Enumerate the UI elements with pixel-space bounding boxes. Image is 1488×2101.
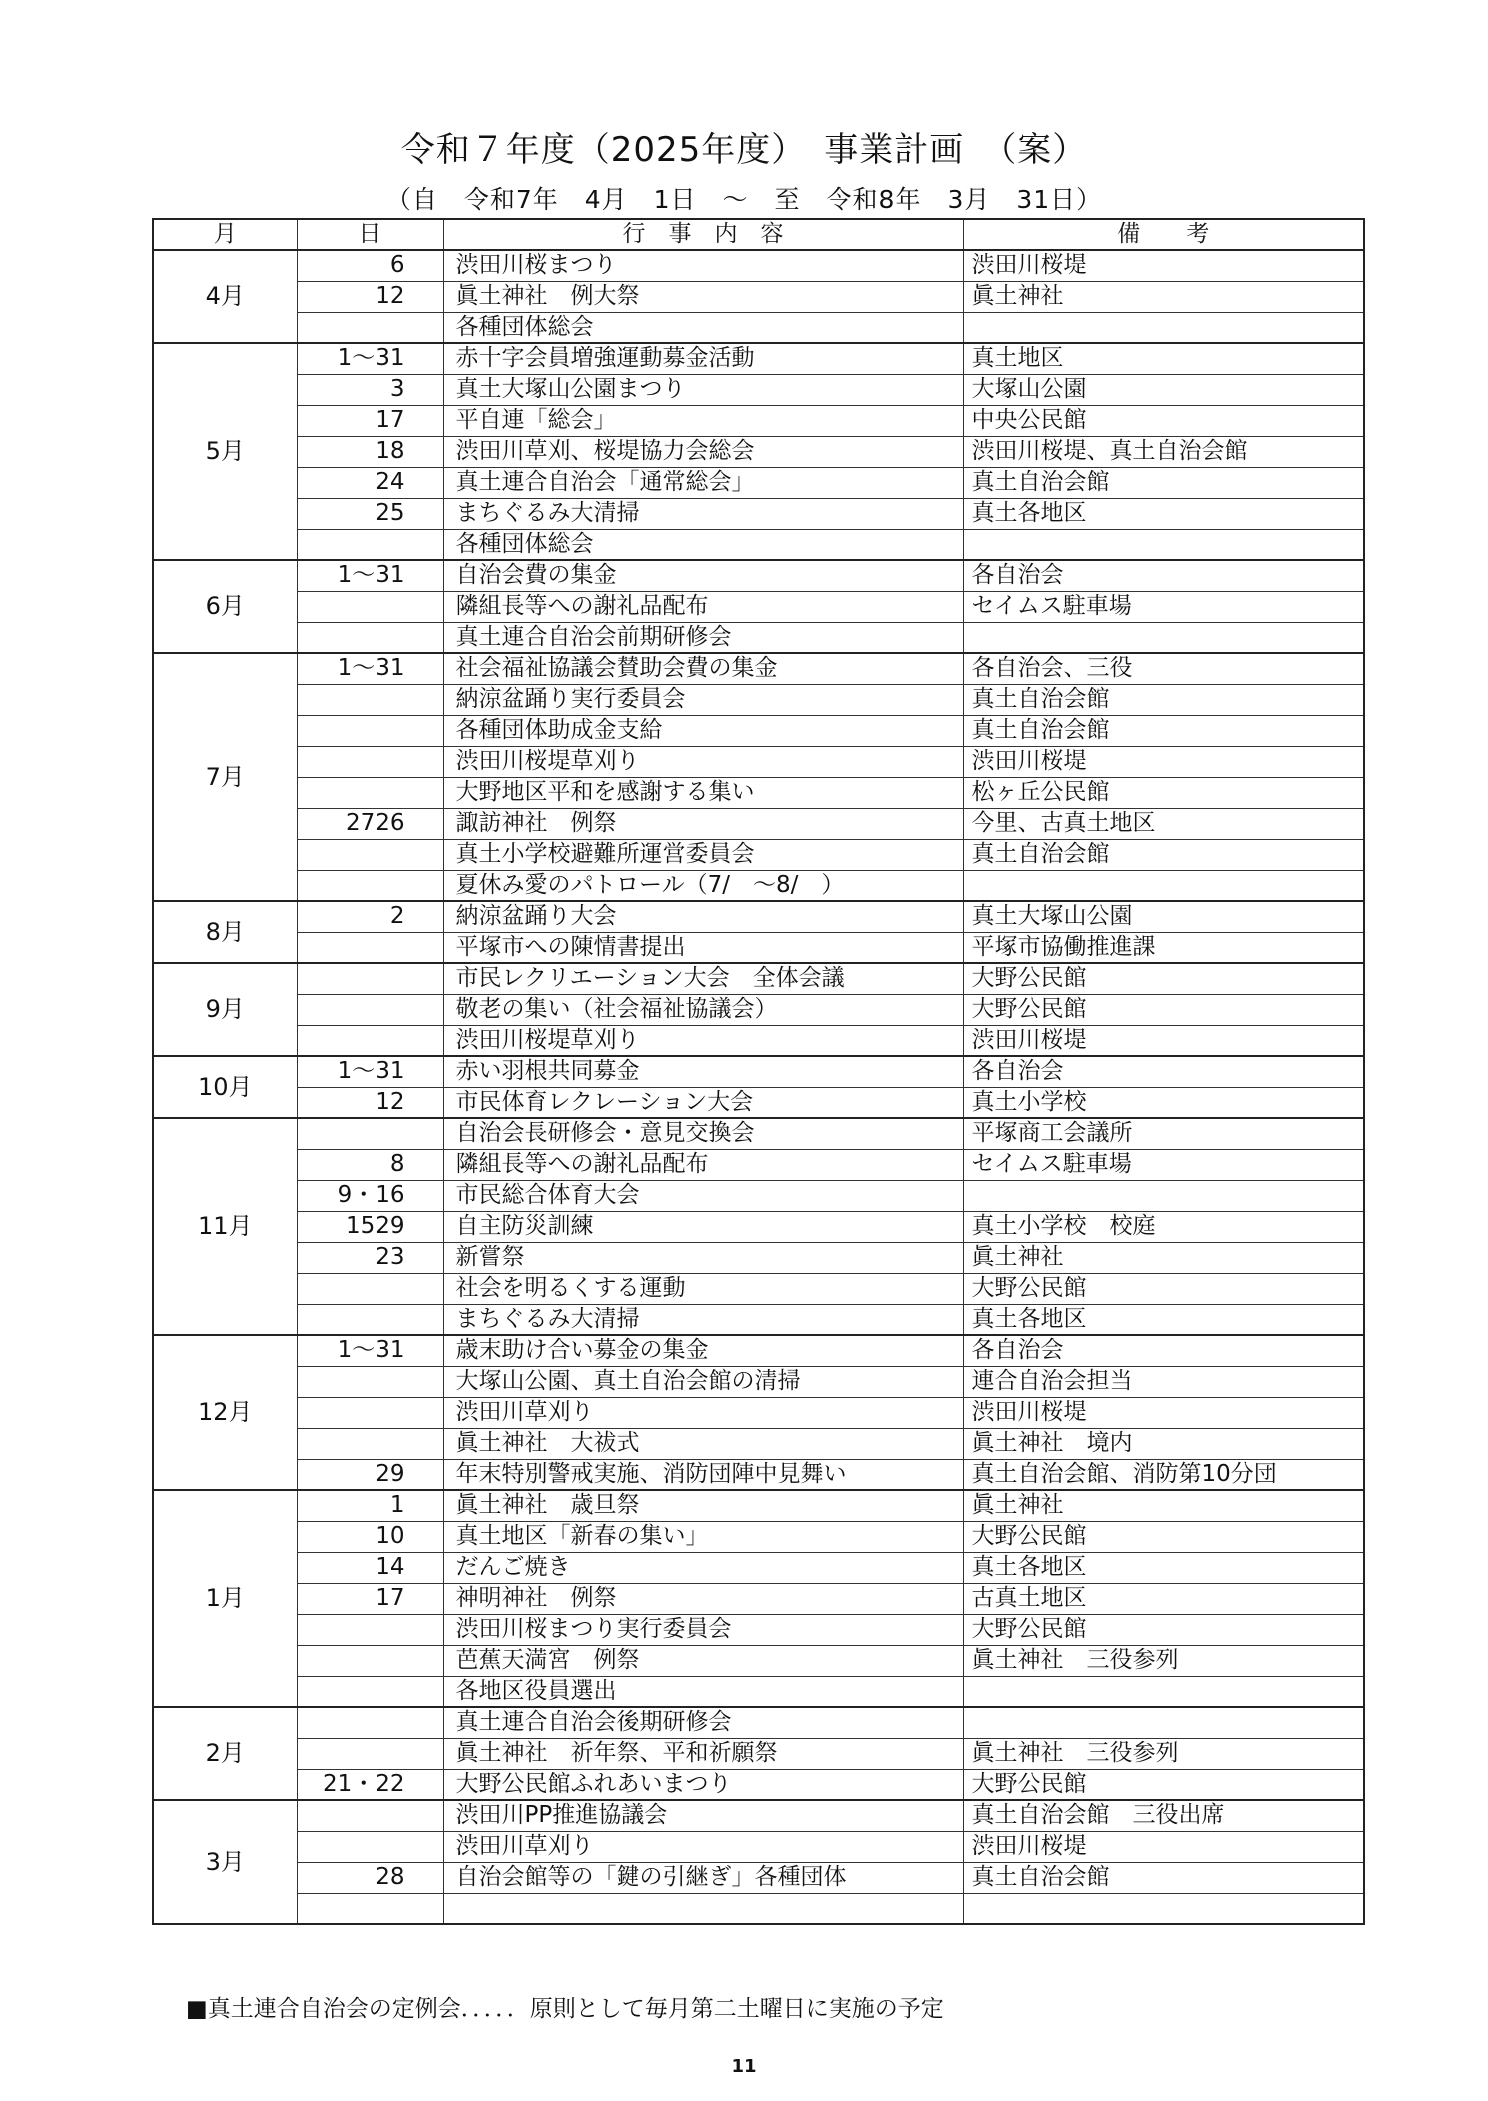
day-cell bbox=[297, 312, 443, 343]
note-cell bbox=[963, 312, 1364, 343]
event-cell: 真土地区「新春の集い」 bbox=[443, 1521, 963, 1552]
event-cell: 隣組長等への謝礼品配布 bbox=[443, 591, 963, 622]
note-cell: 真土小学校 bbox=[963, 1087, 1364, 1118]
day-cell: 1529 bbox=[297, 1211, 443, 1242]
month-cell: 5月 bbox=[153, 343, 297, 560]
day-cell: 3 bbox=[297, 374, 443, 405]
day-cell bbox=[297, 1366, 443, 1397]
note-cell bbox=[963, 1707, 1364, 1738]
table-row bbox=[153, 281, 1364, 312]
table-row bbox=[153, 1335, 1364, 1366]
event-cell: 渋田川桜堤草刈り bbox=[443, 746, 963, 777]
table-row bbox=[153, 1521, 1364, 1552]
event-cell: 大野地区平和を感謝する集い bbox=[443, 777, 963, 808]
table-row bbox=[153, 250, 1364, 281]
event-cell: 渋田川草刈り bbox=[443, 1397, 963, 1428]
note-cell: 真土自治会館 三役出席 bbox=[963, 1800, 1364, 1831]
note-cell: 大野公民館 bbox=[963, 1769, 1364, 1800]
note-cell: 古真土地区 bbox=[963, 1583, 1364, 1614]
header-month: 月 bbox=[153, 219, 297, 250]
note-cell: セイムス駐車場 bbox=[963, 1149, 1364, 1180]
header-row bbox=[153, 219, 1364, 250]
event-cell: 年末特別警戒実施、消防団陣中見舞い bbox=[443, 1459, 963, 1490]
day-cell bbox=[297, 1893, 443, 1924]
day-cell: 1～31 bbox=[297, 560, 443, 591]
note-cell: 渋田川桜堤 bbox=[963, 1397, 1364, 1428]
table-row bbox=[153, 1769, 1364, 1800]
day-cell bbox=[297, 870, 443, 901]
event-cell: 自主防災訓練 bbox=[443, 1211, 963, 1242]
note-cell: 中央公民館 bbox=[963, 405, 1364, 436]
note-cell: セイムス駐車場 bbox=[963, 591, 1364, 622]
event-cell: 平自連「総会」 bbox=[443, 405, 963, 436]
note-cell: 大野公民館 bbox=[963, 994, 1364, 1025]
day-cell: 1 bbox=[297, 1490, 443, 1521]
day-cell: 29 bbox=[297, 1459, 443, 1490]
event-cell: 市民総合体育大会 bbox=[443, 1180, 963, 1211]
day-cell: 2726 bbox=[297, 808, 443, 839]
note-cell: 眞土神社 bbox=[963, 1490, 1364, 1521]
table-row bbox=[153, 1490, 1364, 1521]
note-cell bbox=[963, 1893, 1364, 1924]
note-cell: 真土大塚山公園 bbox=[963, 901, 1364, 932]
note-cell: 真土地区 bbox=[963, 343, 1364, 374]
day-cell bbox=[297, 932, 443, 963]
month-cell: 4月 bbox=[153, 250, 297, 343]
day-cell bbox=[297, 1831, 443, 1862]
day-cell bbox=[297, 1645, 443, 1676]
event-cell: 渋田川草刈り bbox=[443, 1831, 963, 1862]
table-row bbox=[153, 653, 1364, 684]
event-cell: 各地区役員選出 bbox=[443, 1676, 963, 1707]
day-cell bbox=[297, 777, 443, 808]
table-row bbox=[153, 529, 1364, 560]
event-cell: 歳末助け合い募金の集金 bbox=[443, 1335, 963, 1366]
table-row bbox=[153, 1893, 1364, 1924]
note-cell bbox=[963, 870, 1364, 901]
note-cell: 各自治会 bbox=[963, 560, 1364, 591]
month-cell: 11月 bbox=[153, 1118, 297, 1335]
event-cell: 各種団体総会 bbox=[443, 529, 963, 560]
table-row bbox=[153, 1242, 1364, 1273]
event-cell: 眞土神社 歳旦祭 bbox=[443, 1490, 963, 1521]
table-body bbox=[153, 250, 1364, 1924]
table-row bbox=[153, 1428, 1364, 1459]
table-row bbox=[153, 312, 1364, 343]
note-cell: 大野公民館 bbox=[963, 1521, 1364, 1552]
table-row bbox=[153, 1366, 1364, 1397]
document-title: 令和７年度（2025年度） 事業計画 （案） bbox=[400, 130, 1088, 170]
day-cell: 12 bbox=[297, 281, 443, 312]
table-header bbox=[153, 219, 1364, 250]
note-cell: 大塚山公園 bbox=[963, 374, 1364, 405]
note-cell bbox=[963, 622, 1364, 653]
table-row bbox=[153, 1831, 1364, 1862]
note-cell bbox=[963, 529, 1364, 560]
table-row bbox=[153, 684, 1364, 715]
event-cell: 渋田川桜まつり実行委員会 bbox=[443, 1614, 963, 1645]
day-cell bbox=[297, 1707, 443, 1738]
day-cell: 18 bbox=[297, 436, 443, 467]
day-cell: 25 bbox=[297, 498, 443, 529]
event-cell: 諏訪神社 例祭 bbox=[443, 808, 963, 839]
month-cell: 6月 bbox=[153, 560, 297, 653]
day-cell bbox=[297, 1676, 443, 1707]
day-cell bbox=[297, 1738, 443, 1769]
table-row bbox=[153, 1056, 1364, 1087]
day-cell: 28 bbox=[297, 1862, 443, 1893]
fiscal-period: （自 令和7年 4月 1日 ～ 至 令和8年 3月 31日） bbox=[385, 185, 1103, 214]
day-cell bbox=[297, 746, 443, 777]
header-note: 備 考 bbox=[963, 219, 1364, 250]
month-cell: 2月 bbox=[153, 1707, 297, 1800]
event-cell: 大塚山公園、真土自治会館の清掃 bbox=[443, 1366, 963, 1397]
event-cell: 眞土神社 祈年祭、平和祈願祭 bbox=[443, 1738, 963, 1769]
note-cell: 渋田川桜堤 bbox=[963, 1025, 1364, 1056]
note-cell: 各自治会 bbox=[963, 1056, 1364, 1087]
table-row bbox=[153, 932, 1364, 963]
day-cell: 1～31 bbox=[297, 1335, 443, 1366]
day-cell bbox=[297, 715, 443, 746]
day-cell: 10 bbox=[297, 1521, 443, 1552]
note-cell: 真土小学校 校庭 bbox=[963, 1211, 1364, 1242]
event-cell bbox=[443, 1893, 963, 1924]
table-row bbox=[153, 715, 1364, 746]
day-cell bbox=[297, 1614, 443, 1645]
table-row bbox=[153, 1180, 1364, 1211]
note-cell: 大野公民館 bbox=[963, 963, 1364, 994]
event-cell: 社会福祉協議会賛助会費の集金 bbox=[443, 653, 963, 684]
table-row bbox=[153, 870, 1364, 901]
month-cell: 1月 bbox=[153, 1490, 297, 1707]
note-cell: 真土自治会館 bbox=[963, 684, 1364, 715]
table-row bbox=[153, 622, 1364, 653]
day-cell bbox=[297, 622, 443, 653]
event-cell: 市民レクリエーション大会 全体会議 bbox=[443, 963, 963, 994]
event-cell: 自治会館等の「鍵の引継ぎ」各種団体 bbox=[443, 1862, 963, 1893]
event-cell: 敬老の集い（社会福祉協議会） bbox=[443, 994, 963, 1025]
table-row bbox=[153, 591, 1364, 622]
day-cell: 9・16 bbox=[297, 1180, 443, 1211]
day-cell: 14 bbox=[297, 1552, 443, 1583]
day-cell bbox=[297, 1304, 443, 1335]
event-cell: 赤い羽根共同募金 bbox=[443, 1056, 963, 1087]
month-cell: 8月 bbox=[153, 901, 297, 963]
note-cell: 大野公民館 bbox=[963, 1614, 1364, 1645]
day-cell bbox=[297, 963, 443, 994]
day-cell: 8 bbox=[297, 1149, 443, 1180]
event-cell: 納涼盆踊り実行委員会 bbox=[443, 684, 963, 715]
table-row bbox=[153, 1707, 1364, 1738]
note-cell: 真土自治会館 bbox=[963, 467, 1364, 498]
table-row bbox=[153, 808, 1364, 839]
event-cell: 芭蕉天満宮 例祭 bbox=[443, 1645, 963, 1676]
note-cell: 真土自治会館、消防第10分団 bbox=[963, 1459, 1364, 1490]
table-row bbox=[153, 560, 1364, 591]
day-cell: 17 bbox=[297, 1583, 443, 1614]
table-row bbox=[153, 467, 1364, 498]
table-row bbox=[153, 1149, 1364, 1180]
event-cell: 各種団体総会 bbox=[443, 312, 963, 343]
note-cell bbox=[963, 1676, 1364, 1707]
event-cell: 真土連合自治会前期研修会 bbox=[443, 622, 963, 653]
footnote: ■真土連合自治会の定例会．．．．．原則として毎月第二土曜日に実施の予定 bbox=[186, 1996, 944, 2022]
month-cell: 12月 bbox=[153, 1335, 297, 1490]
table-row bbox=[153, 1025, 1364, 1056]
note-cell: 眞土神社 三役参列 bbox=[963, 1645, 1364, 1676]
note-cell: 平塚商工会議所 bbox=[963, 1118, 1364, 1149]
month-cell: 9月 bbox=[153, 963, 297, 1056]
day-cell bbox=[297, 1800, 443, 1831]
day-cell bbox=[297, 529, 443, 560]
month-cell: 3月 bbox=[153, 1800, 297, 1924]
day-cell: 24 bbox=[297, 467, 443, 498]
note-cell bbox=[963, 1180, 1364, 1211]
note-cell: 真土各地区 bbox=[963, 1304, 1364, 1335]
table-row bbox=[153, 1273, 1364, 1304]
event-cell: 市民体育レクレーション大会 bbox=[443, 1087, 963, 1118]
event-cell: 神明神社 例祭 bbox=[443, 1583, 963, 1614]
event-cell: 赤十字会員増強運動募金活動 bbox=[443, 343, 963, 374]
event-cell: 渋田川桜堤草刈り bbox=[443, 1025, 963, 1056]
note-cell: 各自治会、三役 bbox=[963, 653, 1364, 684]
note-cell: 真土自治会館 bbox=[963, 715, 1364, 746]
page-number: 11 bbox=[731, 2056, 757, 2077]
table-row bbox=[153, 746, 1364, 777]
event-cell: 真土大塚山公園まつり bbox=[443, 374, 963, 405]
day-cell bbox=[297, 994, 443, 1025]
note-cell: 眞土神社 三役参列 bbox=[963, 1738, 1364, 1769]
note-cell: 松ヶ丘公民館 bbox=[963, 777, 1364, 808]
day-cell bbox=[297, 1118, 443, 1149]
table-row bbox=[153, 498, 1364, 529]
event-cell: 渋田川桜まつり bbox=[443, 250, 963, 281]
day-cell: 17 bbox=[297, 405, 443, 436]
note-cell: 真土各地区 bbox=[963, 1552, 1364, 1583]
table-row bbox=[153, 1459, 1364, 1490]
event-cell: まちぐるみ大清掃 bbox=[443, 1304, 963, 1335]
note-cell: 渋田川桜堤 bbox=[963, 250, 1364, 281]
table-row bbox=[153, 1304, 1364, 1335]
month-cell: 7月 bbox=[153, 653, 297, 901]
day-cell: 1～31 bbox=[297, 343, 443, 374]
table-row bbox=[153, 1552, 1364, 1583]
note-cell: 渋田川桜堤 bbox=[963, 746, 1364, 777]
event-cell: 真土連合自治会後期研修会 bbox=[443, 1707, 963, 1738]
table-row bbox=[153, 1118, 1364, 1149]
table-row bbox=[153, 436, 1364, 467]
day-cell: 1～31 bbox=[297, 1056, 443, 1087]
table-row bbox=[153, 1738, 1364, 1769]
day-cell bbox=[297, 839, 443, 870]
event-cell: 新嘗祭 bbox=[443, 1242, 963, 1273]
note-cell: 眞土神社 bbox=[963, 281, 1364, 312]
note-cell: 平塚市協働推進課 bbox=[963, 932, 1364, 963]
day-cell bbox=[297, 1273, 443, 1304]
header-day: 日 bbox=[297, 219, 443, 250]
table-row bbox=[153, 343, 1364, 374]
day-cell: 1～31 bbox=[297, 653, 443, 684]
table-row bbox=[153, 901, 1364, 932]
event-cell: 自治会費の集金 bbox=[443, 560, 963, 591]
event-cell: 隣組長等への謝礼品配布 bbox=[443, 1149, 963, 1180]
table-row bbox=[153, 1211, 1364, 1242]
day-cell bbox=[297, 1025, 443, 1056]
table-row bbox=[153, 839, 1364, 870]
day-cell bbox=[297, 684, 443, 715]
day-cell bbox=[297, 1428, 443, 1459]
table-row bbox=[153, 1583, 1364, 1614]
event-cell: 自治会長研修会・意見交換会 bbox=[443, 1118, 963, 1149]
event-plan-table bbox=[152, 218, 1365, 1925]
note-cell: 眞土神社 bbox=[963, 1242, 1364, 1273]
event-cell: 夏休み愛のパトロール（7/ ～8/ ） bbox=[443, 870, 963, 901]
event-cell: 渋田川PP推進協議会 bbox=[443, 1800, 963, 1831]
event-cell: 各種団体助成金支給 bbox=[443, 715, 963, 746]
event-cell: 眞土神社 大祓式 bbox=[443, 1428, 963, 1459]
table-row bbox=[153, 374, 1364, 405]
event-cell: 渋田川草刈、桜堤協力会総会 bbox=[443, 436, 963, 467]
event-cell: 真土小学校避難所運営委員会 bbox=[443, 839, 963, 870]
day-cell: 12 bbox=[297, 1087, 443, 1118]
table-row bbox=[153, 1862, 1364, 1893]
event-cell: 眞土神社 例大祭 bbox=[443, 281, 963, 312]
event-cell: 社会を明るくする運動 bbox=[443, 1273, 963, 1304]
table-row bbox=[153, 1614, 1364, 1645]
note-cell: 大野公民館 bbox=[963, 1273, 1364, 1304]
day-cell: 6 bbox=[297, 250, 443, 281]
event-cell: 大野公民館ふれあいまつり bbox=[443, 1769, 963, 1800]
note-cell: 真土自治会館 bbox=[963, 1862, 1364, 1893]
table-row bbox=[153, 963, 1364, 994]
event-cell: 納涼盆踊り大会 bbox=[443, 901, 963, 932]
day-cell: 21・22 bbox=[297, 1769, 443, 1800]
table-row bbox=[153, 1800, 1364, 1831]
note-cell: 渋田川桜堤、真土自治会館 bbox=[963, 436, 1364, 467]
day-cell: 2 bbox=[297, 901, 443, 932]
note-cell: 眞土神社 境内 bbox=[963, 1428, 1364, 1459]
note-cell: 各自治会 bbox=[963, 1335, 1364, 1366]
note-cell: 渋田川桜堤 bbox=[963, 1831, 1364, 1862]
event-cell: 真土連合自治会「通常総会」 bbox=[443, 467, 963, 498]
day-cell bbox=[297, 591, 443, 622]
note-cell: 真土自治会館 bbox=[963, 839, 1364, 870]
table-row bbox=[153, 994, 1364, 1025]
table-row bbox=[153, 1087, 1364, 1118]
table-row bbox=[153, 1645, 1364, 1676]
note-cell: 連合自治会担当 bbox=[963, 1366, 1364, 1397]
event-cell: だんご焼き bbox=[443, 1552, 963, 1583]
table-row bbox=[153, 405, 1364, 436]
table-row bbox=[153, 1397, 1364, 1428]
event-cell: 平塚市への陳情書提出 bbox=[443, 932, 963, 963]
day-cell: 23 bbox=[297, 1242, 443, 1273]
day-cell bbox=[297, 1397, 443, 1428]
header-event: 行 事 内 容 bbox=[443, 219, 963, 250]
table-row bbox=[153, 1676, 1364, 1707]
month-cell: 10月 bbox=[153, 1056, 297, 1118]
note-cell: 真土各地区 bbox=[963, 498, 1364, 529]
note-cell: 今里、古真土地区 bbox=[963, 808, 1364, 839]
event-cell: まちぐるみ大清掃 bbox=[443, 498, 963, 529]
table-row bbox=[153, 777, 1364, 808]
